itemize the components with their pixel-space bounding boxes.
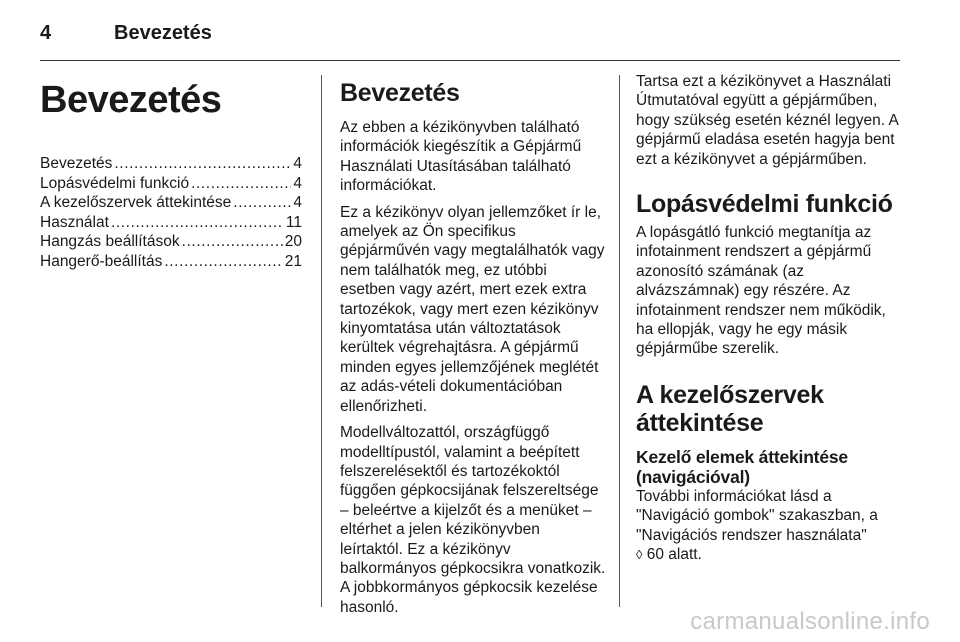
body-paragraph: Az ebben a kézikönyvben található információk kiegészítik a Gépjármű Használati Utasításában található információkat. — [340, 119, 582, 195]
column-divider-2 — [619, 75, 620, 607]
sub-heading: Kezelő elemek áttekintése (navigációval) — [636, 446, 848, 487]
table-of-contents — [40, 154, 302, 271]
section-heading: A kezelőszervek áttekintése — [636, 380, 824, 437]
running-title: Bevezetés — [114, 22, 212, 44]
column-introduction — [340, 72, 606, 624]
toc-entry[interactable]: Bevezetés ..... 4 — [40, 154, 302, 174]
toc-entry[interactable]: Használat ..... 11 — [40, 213, 302, 233]
body-paragraph: További információkat lásd a "Navigáció gombok" szakaszban, a "Navigációs rendszer használata" ◊ 60 alatt. — [636, 487, 878, 564]
body-paragraph: Ez a kézikönyv olyan jellemzőket ír le, amelyek az Ön specifikus gépjárművén vagy megtalálhatók vagy nem találhatók meg, ez utóbbi esetben vagy azért, mert ezek extra tartozékok, vagy mert ezen kézikönyv kinyomtatása után változtatások kerültek végrehajtásra. A gépjármű minden egyes jellemzőjének meglétét az adás-vételi dokumentációban ellenőrizheti. — [340, 203, 605, 415]
page-reference[interactable]: 60 alatt. — [646, 546, 702, 564]
watermark: carmanualsonline.info — [690, 608, 930, 635]
body-paragraph: A lopásgátló funkció megtanítja az infotainment rendszert a gépjármű azonosító számának (az alvázszámnak) egy részére. Az infotainment rendszer nem működik, ha ellopják, vagy he egy másik gépjárműbe szerelik. — [636, 224, 886, 358]
chapter-title: Bevezetés — [40, 79, 222, 121]
header-rule — [40, 60, 900, 61]
toc-entry[interactable]: Hangzás beállítások ..... 20 — [40, 232, 302, 252]
toc-entry[interactable]: Lopásvédelmi funkció ..... 4 — [40, 174, 302, 194]
body-paragraph: Modellváltozattól, országfüggő modelltípustól, valamint a beépített felszerelésektől és tartozékoktól függően gépkocsijának felszereltsége – beleértve a kijelzőt és a menüket – eltérhet a jelen kézikönyvben leírtaktól. Ez a kézikönyv balkormányos gépkocsikra vonatkozik. A jobbkormányos gépkocsik kezelése hasonló. — [340, 424, 606, 616]
column-sections — [636, 72, 906, 565]
reference-arrow-icon: ◊ — [636, 547, 643, 563]
column-divider-1 — [321, 75, 322, 607]
section-heading: Lopásvédelmi funkció — [636, 190, 893, 219]
column-contents — [40, 72, 302, 271]
toc-entry[interactable]: A kezelőszervek áttekintése ..... 4 — [40, 193, 302, 213]
toc-entry[interactable]: Hangerő-beállítás ..... 21 — [40, 252, 302, 272]
section-heading: Bevezetés — [340, 79, 460, 107]
page-number: 4 — [40, 22, 52, 44]
body-paragraph: Tartsa ezt a kézikönyvet a Használati Útmutatóval együtt a gépjárműben, hogy szükség esetén kéznél legyen. A gépjármű eladása esetén hagyja bent ezt a kézikönyvet a gépjárműben. — [636, 73, 898, 168]
